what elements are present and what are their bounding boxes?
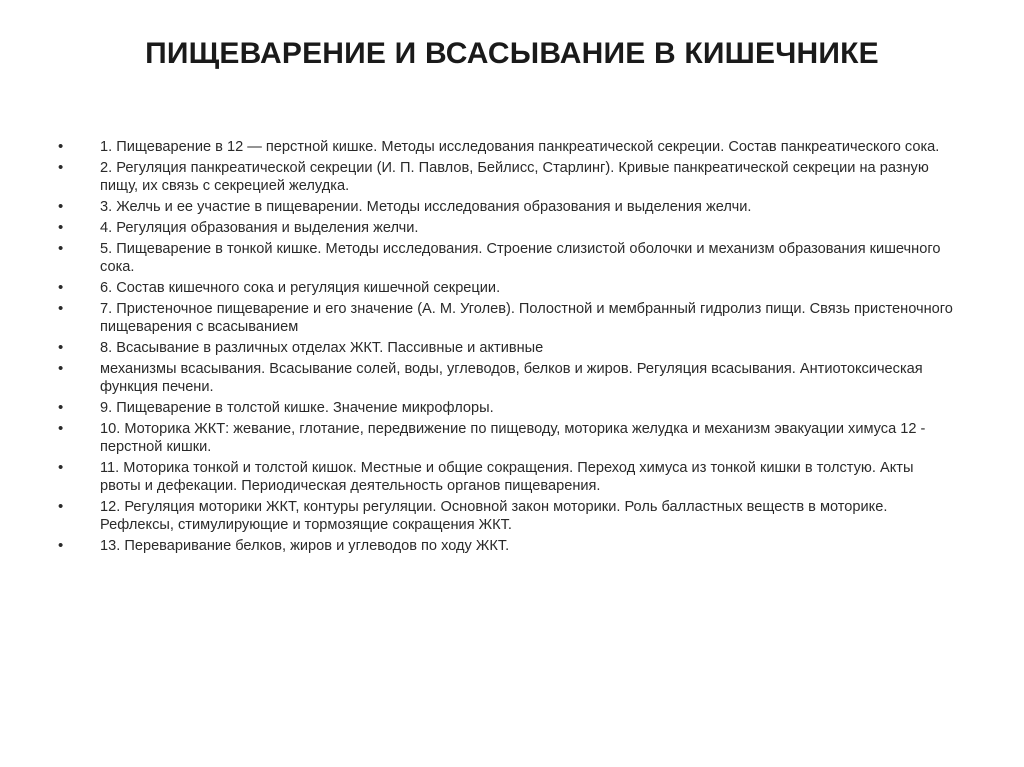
bullet-icon: •: [58, 198, 64, 215]
slide-content: [58, 138, 958, 558]
bullet-icon: •: [58, 459, 64, 476]
list-item: [58, 198, 958, 216]
list-item-text: механизмы всасывания. Всасывание солей, воды, углеводов, белков и жиров. Регуляция всасывания. Антиотоксическая функция печени.: [100, 361, 923, 395]
list-item-text: 4. Регуляция образования и выделения желчи.: [100, 220, 419, 236]
list-item: [58, 159, 958, 195]
bullet-icon: •: [58, 240, 64, 257]
list-item: [58, 138, 958, 156]
bullet-icon: •: [58, 360, 64, 377]
bullet-icon: •: [58, 300, 64, 317]
list-item-text: 11. Моторика тонкой и толстой кишок. Местные и общие сокращения. Переход химуса из тонкой кишки в толстую. Акты рвоты и дефекации. Периодическая деятельность органов пищеварения.: [100, 460, 914, 494]
bullet-icon: •: [58, 339, 64, 356]
list-item: [58, 300, 958, 336]
bullet-icon: •: [58, 219, 64, 236]
list-item-text: 5. Пищеварение в тонкой кишке. Методы исследования. Строение слизистой оболочки и механизм образования кишечного сока.: [100, 241, 941, 275]
list-item-text: 10. Моторика ЖКТ: жевание, глотание, передвижение по пищеводу, моторика желудка и механизм эвакуации химуса 12 - перстной кишки.: [100, 421, 926, 455]
list-item: [58, 219, 958, 237]
list-item: [58, 339, 958, 357]
slide-title: ПИЩЕВАРЕНИЕ И ВСАСЫВАНИЕ В КИШЕЧНИКЕ: [145, 37, 879, 70]
list-item: [58, 420, 958, 456]
list-item-text: 12. Регуляция моторики ЖКТ, контуры регуляции. Основной закон моторики. Роль балластных веществ в моторике. Рефлексы, стимулирующие и тормозящие сокращения ЖКТ.: [100, 499, 888, 533]
bullet-icon: •: [58, 279, 64, 296]
bullet-icon: •: [58, 399, 64, 416]
list-item-text: 2. Регуляция панкреатической секреции (И. П. Павлов, Бейлисс, Старлинг). Кривые панкреатической секреции на разную пищу, их связь с секрецией желудка.: [100, 160, 929, 194]
list-item: [58, 240, 958, 276]
bullet-icon: •: [58, 537, 64, 554]
list-item-text: 7. Пристеночное пищеварение и его значение (А. М. Уголев). Полостной и мембранный гидролиз пищи. Связь пристеночного пищеварения с всасыванием: [100, 301, 953, 335]
bullet-list: [58, 138, 958, 555]
list-item: [58, 360, 958, 396]
list-item-text: 8. Всасывание в различных отделах ЖКТ. Пассивные и активные: [100, 340, 544, 356]
list-item: [58, 537, 958, 555]
list-item-text: 1. Пищеварение в 12 — перстной кишке. Методы исследования панкреатической секреции. Состав панкреатического сока.: [100, 139, 940, 155]
list-item: [58, 498, 958, 534]
bullet-icon: •: [58, 498, 64, 515]
list-item: [58, 459, 958, 495]
list-item-text: 3. Желчь и ее участие в пищеварении. Методы исследования образования и выделения желчи.: [100, 199, 752, 215]
list-item-text: 9. Пищеварение в толстой кишке. Значение микрофлоры.: [100, 400, 494, 416]
list-item: [58, 399, 958, 417]
list-item: [58, 279, 958, 297]
bullet-icon: •: [58, 138, 64, 155]
bullet-icon: •: [58, 420, 64, 437]
bullet-icon: •: [58, 159, 64, 176]
list-item-text: 6. Состав кишечного сока и регуляция кишечной секреции.: [100, 280, 501, 296]
list-item-text: 13. Переваривание белков, жиров и углеводов по ходу ЖКТ.: [100, 538, 510, 554]
